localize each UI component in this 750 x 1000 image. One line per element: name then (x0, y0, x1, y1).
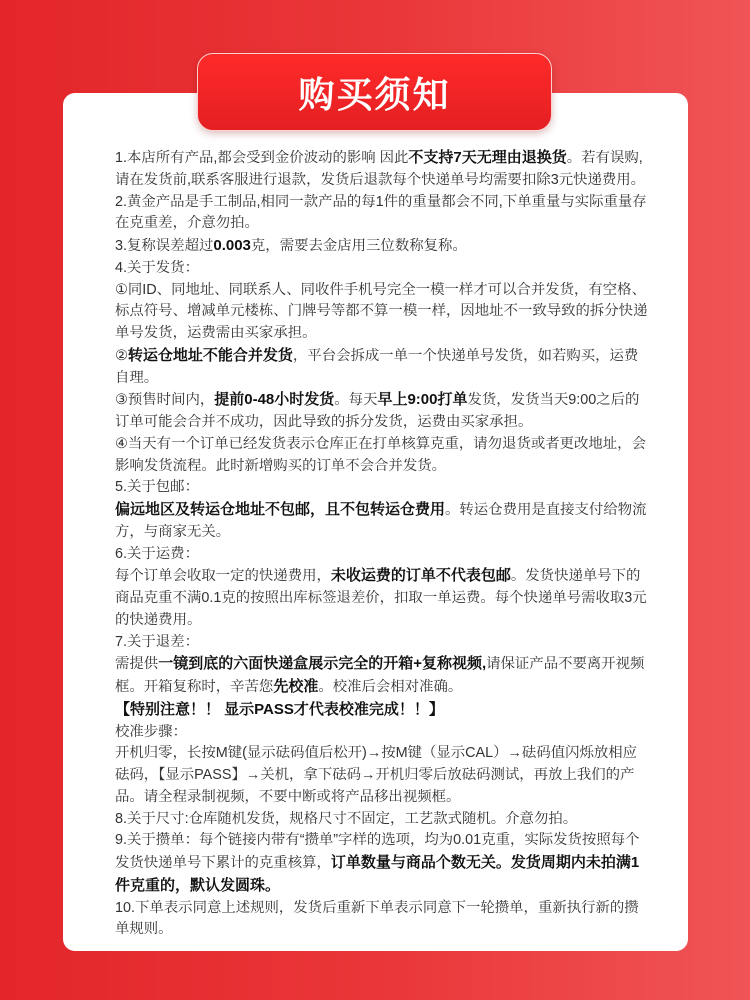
title-banner (197, 53, 552, 131)
emphasis-text: 一镜到底的六面快递盒展示完全的开箱+复称视频, (158, 655, 487, 673)
notice-paragraph (115, 743, 649, 808)
notice-paragraph (115, 434, 649, 478)
emphasis-text: 早上9:00打单 (377, 391, 468, 409)
notice-paragraph (115, 258, 649, 280)
body-text: ④当天有一个订单已经发货表示仓库正在打单核算克重，请勿退货或者更改地址，会影响发货流程。此时新增购买的订单不会合并发货。 (115, 435, 646, 474)
body-text: 3.复称误差超过 (115, 238, 214, 254)
notice-paragraph (115, 699, 649, 722)
notice-paragraph (115, 235, 649, 258)
body-text: 10.下单表示同意上述规则，发货后重新下单表示同意下一轮攒单，重新执行新的攒单规则。 (115, 899, 639, 938)
body-text: 每个订单会收取一定的快递费用， (115, 568, 331, 585)
body-text: 7.关于退差： (115, 633, 199, 650)
body-text: ③预售时间内， (115, 392, 215, 409)
body-text: 4.关于发货： (115, 259, 199, 276)
emphasis-text: 转运仓地址不能合并发货 (127, 346, 293, 364)
notice-paragraph (115, 345, 649, 390)
body-text: 克，需要去金店用三位数称复称。 (250, 238, 467, 254)
body-text: ，平台会拆成一单一个快递单号发货，如若购买，运费自理。 (115, 347, 639, 386)
emphasis-text: 偏远地区及转运仓地址不包邮，且不包转运仓费用 (115, 501, 446, 518)
body-text: 开机归零，长按M键(显示砝码值后松开)→按M键（显示CAL）→砝码值闪烁放相应砝码，【显示PASS】→关机，拿下砝码→开机归零后放砝码测试，再放上我们的产品。请全程录制视频，不要中断或将产品移出视频框。 (115, 745, 638, 805)
body-text: 。若有误购,请在发货前,联系客服进行退款，发货后退款每个快递单号均需要扣除3元快递费用。 (115, 150, 646, 188)
emphasis-text: 不支持7天无理由退换货 (408, 149, 567, 166)
emphasis-text: 0.003 (213, 237, 251, 254)
notice-content (115, 147, 649, 941)
emphasis-text: 先校准 (273, 678, 319, 695)
body-text: 2.黄金产品是手工制品,相同一款产品的每1件的重量都会不同,下单重量与实际重量存在克重差，介意勿拍。 (115, 193, 647, 232)
notice-paragraph (115, 632, 649, 654)
body-text: 发货，发货当天9:00之后的订单可能会合并不成功，因此导致的拆分发货，运费由买家承担。 (115, 392, 640, 430)
body-text: 8.关于尺寸:仓库随机发货，规格尺寸不固定，工艺款式随机。介意勿拍。 (115, 810, 578, 827)
emphasis-text: 订单数量与商品个数无关。发货周期内未拍满1件克重的，默认发圆珠。 (115, 854, 640, 894)
notice-paragraph (115, 544, 649, 566)
page-title: 购买须知 (298, 73, 451, 115)
notice-paragraph (115, 722, 649, 744)
notice-paragraph (115, 147, 649, 192)
emphasis-text: 未收运费的订单不代表包邮 (330, 567, 511, 585)
body-text: 5.关于包邮： (115, 479, 199, 496)
body-text: 。校准后会相对准确。 (318, 679, 463, 695)
body-text: ①同ID、同地址、同联系人、同收件手机号完全一模一样才可以合并发货，有空格、标点符号、增减单元楼栋、门牌号等都不算一模一样，因地址不一致导致的拆分快递单号发货，运费需由买家承担。 (115, 281, 648, 341)
notice-paragraph (115, 477, 649, 499)
body-text: 1.本店所有产品,都会受到金价波动的影响 因此 (115, 150, 409, 166)
notice-paragraph (115, 809, 649, 831)
body-text: 校准步骤： (115, 723, 187, 740)
notice-paragraph (115, 653, 649, 699)
body-text: 需提供 (115, 656, 159, 673)
notice-paragraph (115, 830, 649, 897)
notice-paragraph (115, 389, 649, 434)
body-text: ② (115, 347, 128, 364)
body-text: 。转运仓费用是直接支付给物流方，与商家无关。 (115, 502, 647, 540)
notice-paragraph (115, 192, 649, 236)
notice-paragraph (115, 565, 649, 631)
notice-paragraph (115, 499, 649, 544)
body-text: 9.关于攒单：每个链接内带有“攒单”字样的选项，均为0.01克重，实际发货按照每个发货快递单号下累计的克重核算， (115, 832, 640, 871)
body-text: 6.关于运费： (115, 545, 199, 562)
emphasis-text: 【特别注意！！ 显示PASS才代表校准完成！！】 (115, 700, 444, 718)
notice-paragraph (115, 898, 649, 942)
body-text: 请保证产品不要离开视频框。开箱复称时，辛苦您 (115, 656, 645, 695)
body-text: 。每天 (334, 392, 378, 409)
emphasis-text: 提前0-48小时发货 (214, 391, 335, 409)
body-text: 。发货快递单号下的商品克重不满0.1克的按照出库标签退差价，扣取一单运费。每个快递单号需收取3元的快递费用。 (115, 568, 647, 628)
notice-paragraph (115, 280, 649, 345)
